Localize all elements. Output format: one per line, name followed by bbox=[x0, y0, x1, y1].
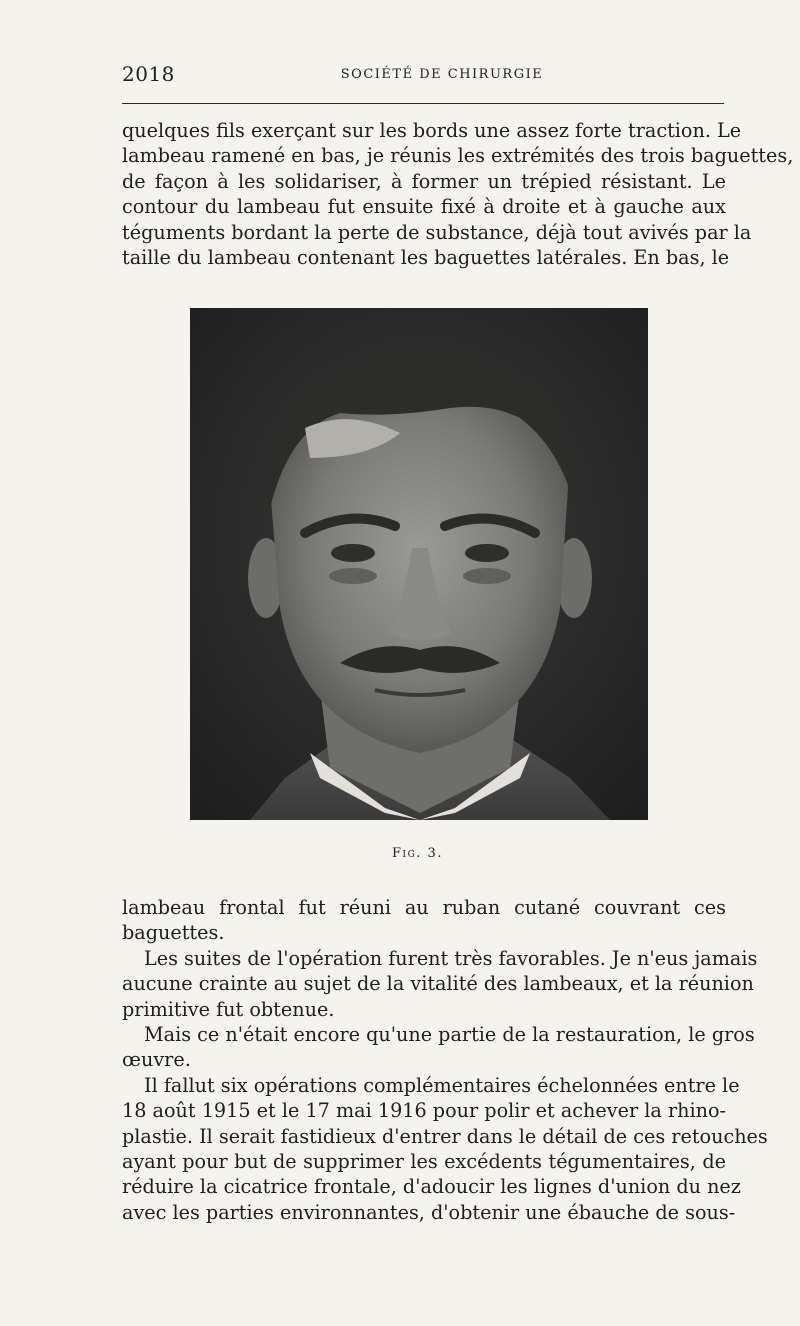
page-number: 2018 bbox=[122, 62, 175, 86]
text-line: lambeau frontal fut réuni au ruban cutané couvrant ces bbox=[122, 896, 726, 919]
text-line: primitive fut obtenue. bbox=[122, 997, 335, 1021]
text-line: lambeau ramené en bas, je réunis les extrémités des trois baguettes, bbox=[122, 144, 794, 168]
text-line: téguments bordant la perte de substance, déjà tout avivés par la bbox=[122, 220, 752, 244]
text-line: Mais ce n'était encore qu'une partie de la restauration, le gros bbox=[144, 1023, 755, 1047]
portrait-photograph bbox=[190, 308, 648, 820]
text-line: quelques fils exerçant sur les bords une assez forte traction. Le bbox=[122, 119, 742, 142]
text-line: ayant pour but de supprimer les excédents tégumentaires, de bbox=[122, 1150, 726, 1174]
portrait-illustration bbox=[190, 308, 648, 820]
text-line: taille du lambeau contenant les baguettes latérales. En bas, le bbox=[122, 246, 730, 270]
paragraph-complementary-operations bbox=[122, 1073, 768, 1225]
text-line: réduire la cicatrice frontale, d'adoucir les lignes d'union du nez bbox=[122, 1175, 741, 1199]
header-rule bbox=[122, 103, 724, 104]
text-line: 18 août 1915 et le 17 mai 1916 pour polir et achever la rhino- bbox=[122, 1099, 726, 1123]
paragraph-restoration bbox=[122, 1022, 755, 1073]
top-paragraph bbox=[122, 118, 794, 270]
paragraph-operation-results bbox=[122, 946, 758, 1022]
text-line: baguettes. bbox=[122, 921, 225, 945]
text-line: Les suites de l'opération furent très favorables. Je n'eus jamais bbox=[144, 946, 758, 970]
text-line: de façon à les solidariser, à former un trépied résistant. Le bbox=[122, 169, 726, 193]
page-header bbox=[122, 62, 722, 92]
figure-caption: Fig. 3. bbox=[392, 846, 443, 861]
text-line: contour du lambeau fut ensuite fixé à droite et à gauche aux bbox=[122, 195, 726, 219]
text-line: avec les parties environnantes, d'obtenir une ébauche de sous- bbox=[122, 1200, 736, 1224]
text-line: aucune crainte au sujet de la vitalité des lambeaux, et la réunion bbox=[122, 972, 754, 996]
text-line: plastie. Il serait fastidieux d'entrer dans le détail de ces retouches bbox=[122, 1124, 768, 1148]
text-line: œuvre. bbox=[122, 1048, 191, 1072]
paragraph-continuation bbox=[122, 895, 726, 946]
text-line: Il fallut six opérations complémentaires échelonnées entre le bbox=[144, 1073, 740, 1097]
running-title: SOCIÉTÉ DE CHIRURGIE bbox=[340, 67, 544, 82]
bottom-text bbox=[122, 895, 768, 1225]
